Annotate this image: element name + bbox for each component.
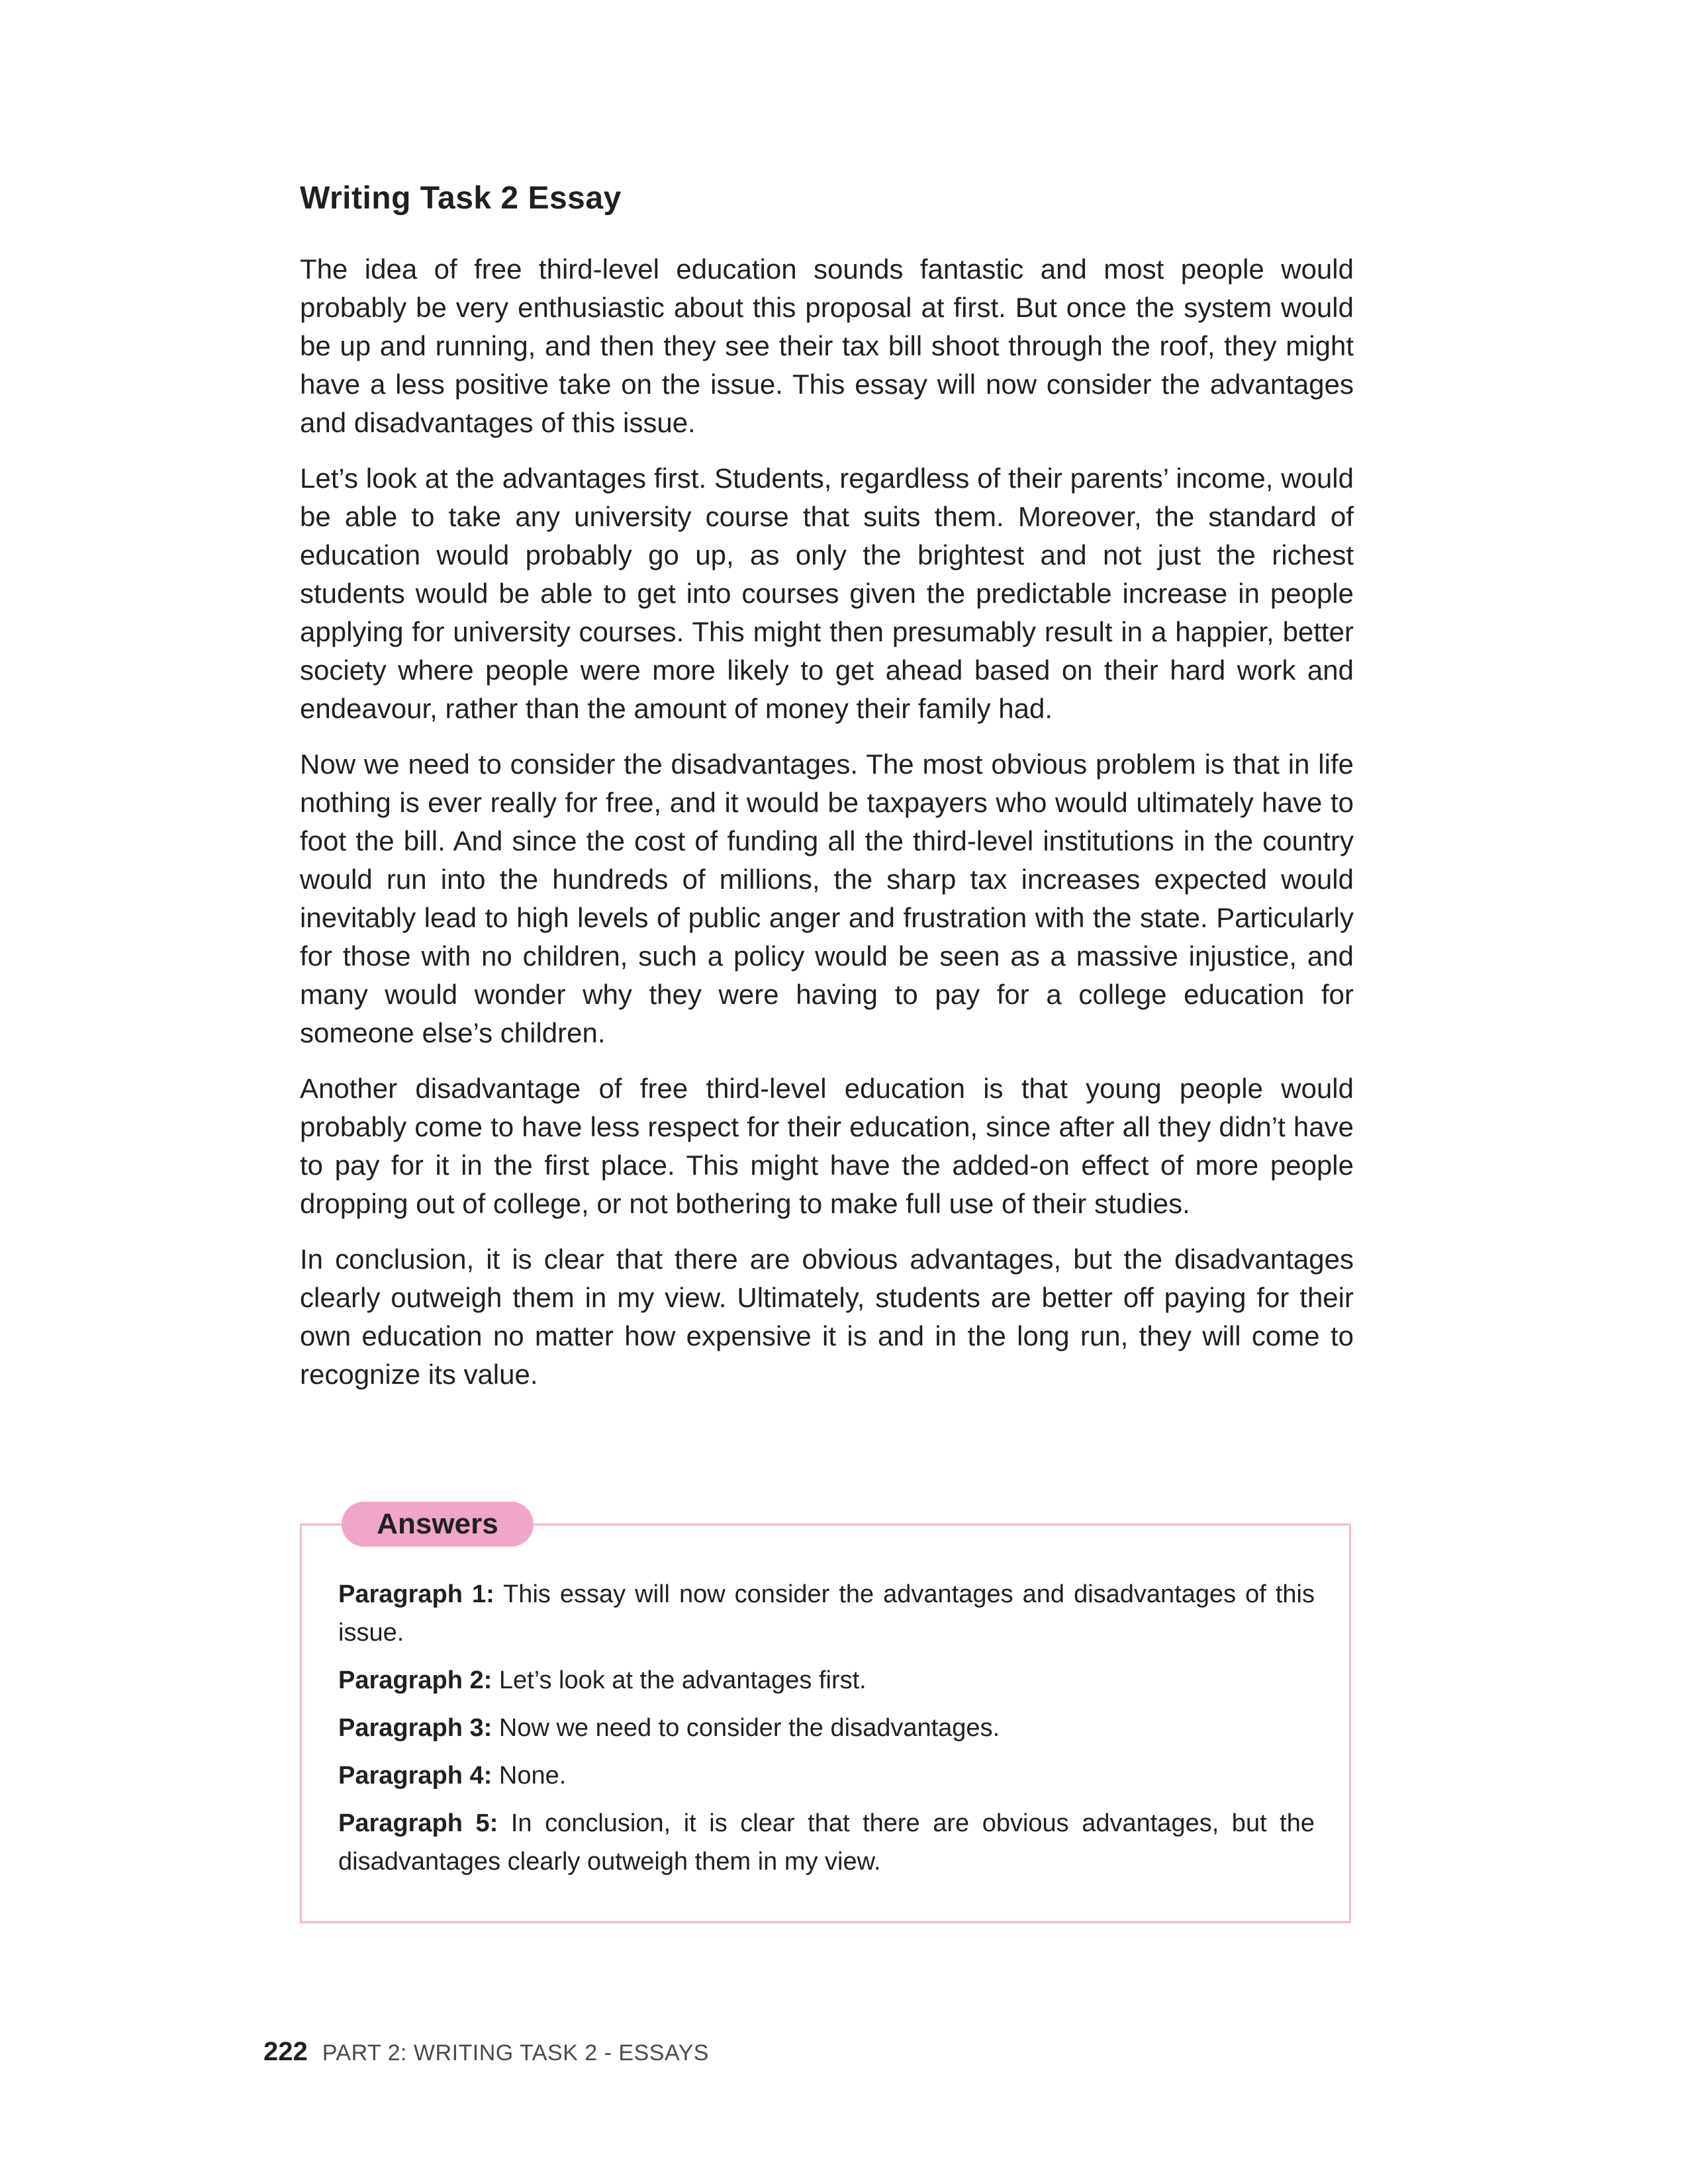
answer-item [338,1661,1315,1700]
running-head: PART 2: WRITING TASK 2 - ESSAYS [322,2040,709,2066]
answer-text: None. [498,1762,567,1790]
essay-section [300,179,1354,1411]
answer-text: This essay will now consider the advantages and disadvantages of this issue. [338,1580,1315,1647]
essay-paragraph-1: The idea of free third-level education sounds fantastic and most people would probably be very enthusiastic about this proposal at first. But once the system would be up and running, and then they see their tax bill shoot through the roof, they might have a less positive take on the issue. This essay will now consider the advantages and disadvantages of this issue. [300,253,1354,438]
answer-label: Paragraph 5: [338,1809,498,1837]
answer-label: Paragraph 1: [338,1580,494,1608]
page-footer [263,2037,709,2077]
page-title: Writing Task 2 Essay [300,181,622,216]
answer-label: Paragraph 2: [338,1666,492,1694]
answer-text: Now we need to consider the disadvantages. [498,1714,1000,1742]
answer-item [338,1756,1315,1795]
answer-text: Let’s look at the advantages first. [498,1666,867,1694]
essay-paragraph-2: Let’s look at the advantages first. Students, regardless of their parents’ income, would be able to take any university course that suits them. Moreover, the standard of education would probably go up, as only the brightest and not just the richest students would be able to get into courses given the predictable increase in people applying for university courses. This might then presumably result in a happier, better society where people were more likely to get ahead based on their hard work and endeavour, rather than the amount of money their family had. [300,463,1354,724]
answer-item [338,1804,1315,1881]
answer-label: Paragraph 4: [338,1762,492,1790]
answer-text: In conclusion, it is clear that there are obvious advantages, but the disadvantages clearly outweigh them in my view. [338,1809,1315,1876]
answer-item [338,1709,1315,1747]
essay-paragraph-5: In conclusion, it is clear that there are obvious advantages, but the disadvantages clearly outweigh them in my view. Ultimately, students are better off paying for their own education no matter how expensive it is and in the long run, they will come to recognize its value. [300,1244,1354,1390]
answers-box [300,1508,1351,1923]
page-number: 222 [263,2037,308,2066]
answer-label: Paragraph 3: [338,1714,492,1742]
essay-paragraph-4: Another disadvantage of free third-level education is that young people would probably come to have less respect for their education, since after all they didn’t have to pay for it in the first place. This might have the added-on effect of more people dropping out of college, or not bothering to make full use of their studies. [300,1073,1354,1219]
essay-paragraph-3: Now we need to consider the disadvantages. The most obvious problem is that in life nothing is ever really for free, and it would be taxpayers who would ultimately have to foot the bill. And since the cost of funding all the third-level institutions in the country would run into the hundreds of millions, the sharp tax increases expected would inevitably lead to high levels of public anger and frustration with the state. Particularly for those with no children, such a policy would be seen as a massive injustice, and many would wonder why they were having to pay for a college education for someone else’s children. [300,749,1354,1048]
answers-list [338,1575,1315,1890]
answer-item [338,1575,1315,1652]
answers-tab-label: Answers [342,1502,534,1547]
